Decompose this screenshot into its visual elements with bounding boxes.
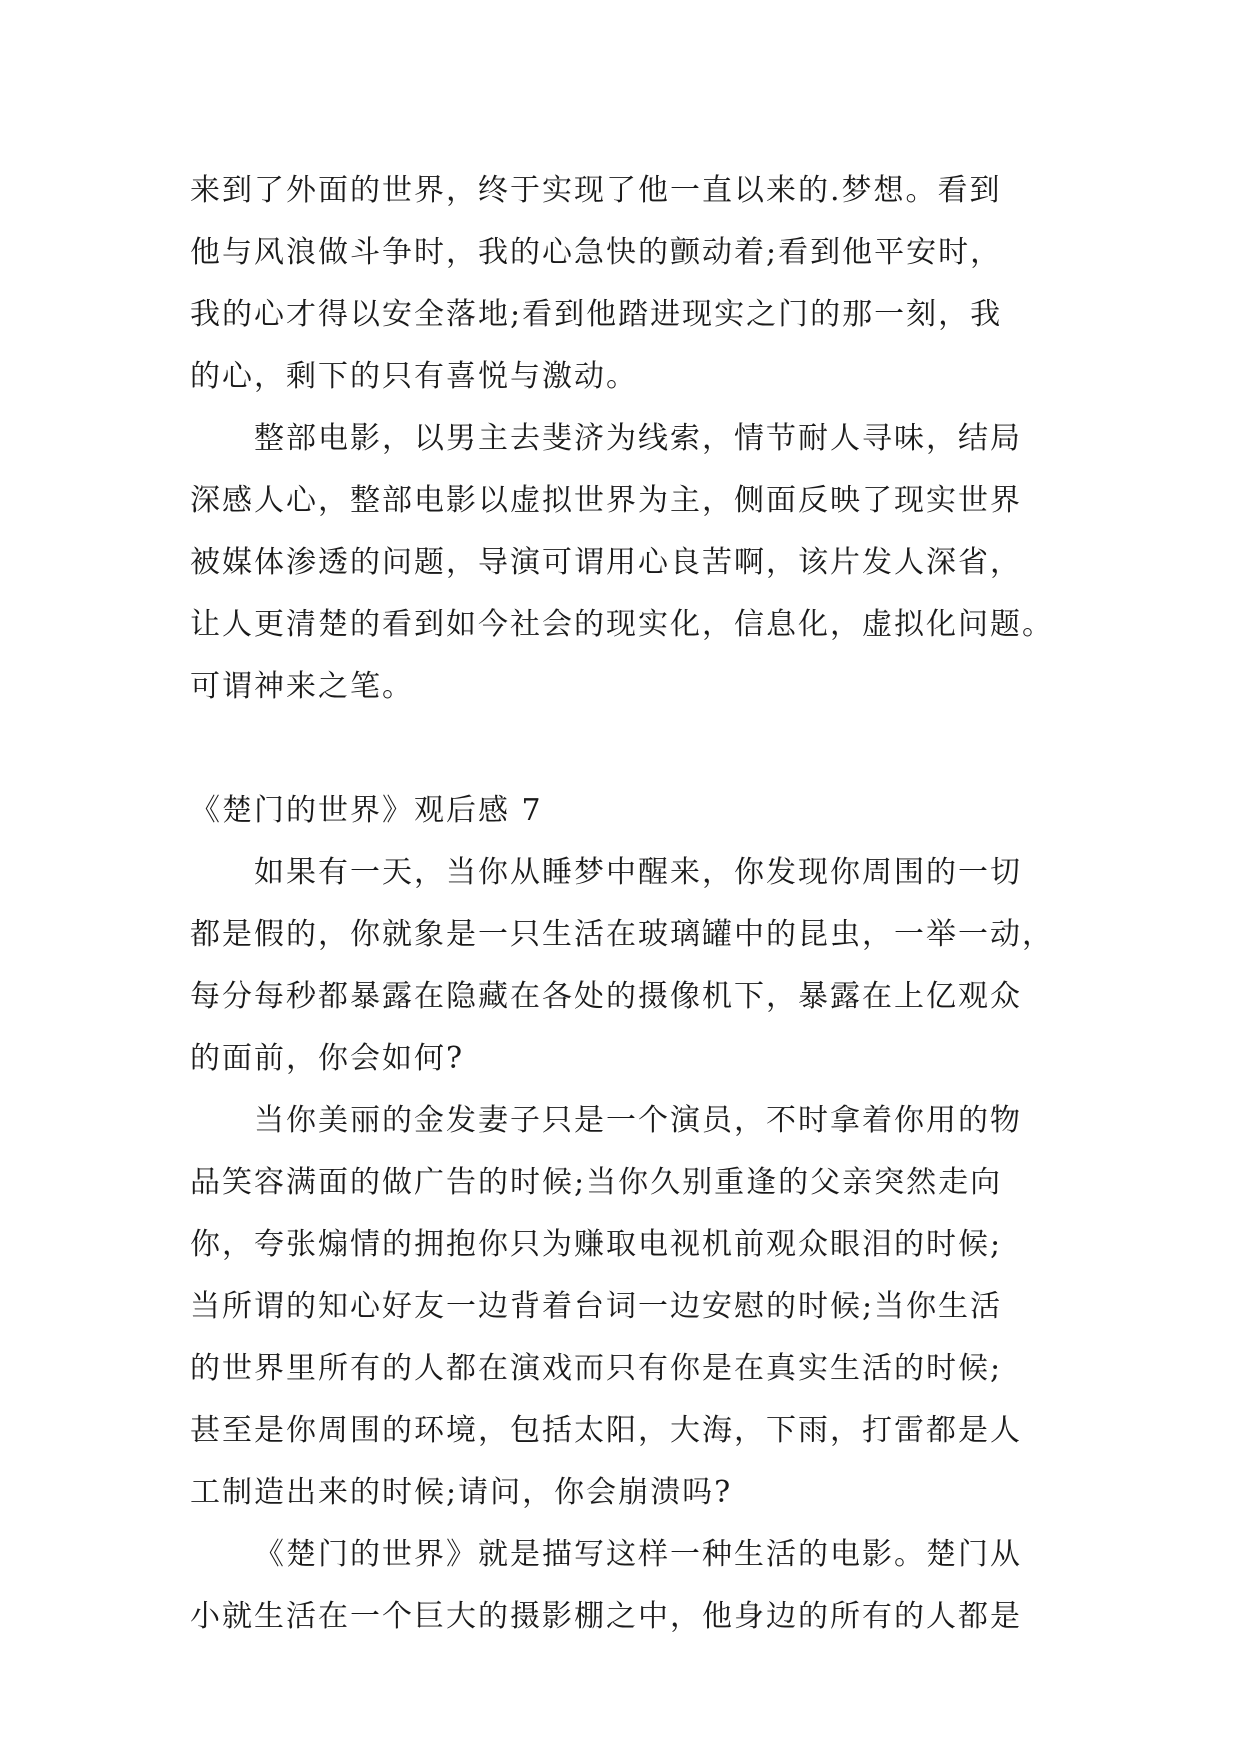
document-body [190, 160, 1060, 1648]
text-line: 被媒体渗透的问题，导演可谓用心良苦啊，该片发人深省， [190, 545, 1022, 580]
text-line: 我的心才得以安全落地;看到他踏进现实之门的那一刻，我 [190, 297, 1003, 332]
text-line: 如果有一天，当你从睡梦中醒来，你发现你周围的一切 [254, 855, 1022, 890]
paragraph-5 [190, 1524, 1060, 1648]
text-line: 可谓神来之笔。 [190, 669, 414, 704]
text-line: 整部电影，以男主去斐济为线索，情节耐人寻味，结局 [254, 421, 1022, 456]
text-line: 的世界里所有的人都在演戏而只有你是在真实生活的时候; [190, 1351, 1003, 1386]
paragraph-1 [190, 160, 1060, 408]
text-line: 都是假的，你就象是一只生活在玻璃罐中的昆虫，一举一动， [190, 917, 1054, 952]
section-heading: 《楚门的世界》观后感 7 [190, 793, 543, 828]
text-line: 的面前，你会如何? [190, 1041, 465, 1076]
text-line: 甚至是你周围的环境，包括太阳，大海，下雨，打雷都是人 [190, 1413, 1022, 1448]
text-line: 《楚门的世界》就是描写这样一种生活的电影。楚门从 [254, 1537, 1022, 1572]
text-line: 每分每秒都暴露在隐藏在各处的摄像机下，暴露在上亿观众 [190, 979, 1022, 1014]
section-spacer [190, 718, 1060, 780]
text-line: 深感人心，整部电影以虚拟世界为主，侧面反映了现实世界 [190, 483, 1022, 518]
text-line: 工制造出来的时候;请问，你会崩溃吗? [190, 1475, 733, 1510]
text-line: 让人更清楚的看到如今社会的现实化，信息化，虚拟化问题。 [190, 607, 1054, 642]
text-line: 品笑容满面的做广告的时候;当你久别重逢的父亲突然走向 [190, 1165, 1003, 1200]
text-line: 当所谓的知心好友一边背着台词一边安慰的时候;当你生活 [190, 1289, 1003, 1324]
text-line: 的心，剩下的只有喜悦与激动。 [190, 359, 638, 394]
text-line: 他与风浪做斗争时，我的心急快的颤动着;看到他平安时， [190, 235, 1003, 270]
text-line: 当你美丽的金发妻子只是一个演员，不时拿着你用的物 [254, 1103, 1022, 1138]
paragraph-2 [190, 408, 1060, 718]
paragraph-4 [190, 1090, 1060, 1524]
text-line: 你，夸张煽情的拥抱你只为赚取电视机前观众眼泪的时候; [190, 1227, 1003, 1262]
text-line: 小就生活在一个巨大的摄影棚之中，他身边的所有的人都是 [190, 1599, 1022, 1634]
paragraph-3 [190, 842, 1060, 1090]
text-line: 来到了外面的世界，终于实现了他一直以来的.梦想。看到 [190, 173, 1002, 208]
